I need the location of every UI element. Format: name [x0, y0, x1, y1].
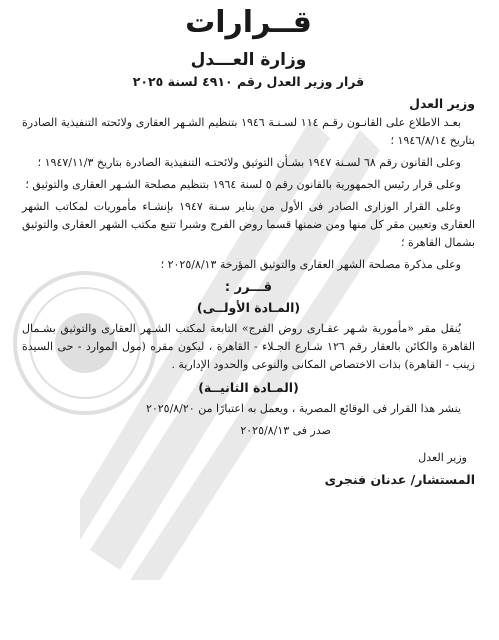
issue-date: صدر فى ٢٠٢٥/٨/١٣ — [240, 424, 331, 437]
signature-name: المستشار/ عدنان فنجرى — [324, 472, 475, 487]
article-1-title: (المـادة الأولــى) — [196, 300, 301, 315]
preamble-paragraph: بعـد الاطلاع على القانـون رقـم ١١٤ لسـنـة ١٩٤٦ بتنظيم الشـهر العقارى ولائحته التنفيذية الصادرة بتاريخ ١٩٤٦/٨/١٤ ؛ — [22, 116, 475, 147]
article-2-text: ينشر هذا القرار فى الوقائع المصرية ، ويعمل به اعتبارًا من ٢٠٢٥/٨/٢٠ — [145, 402, 461, 415]
article-1-text: يُنقل مقر «مأمورية شـهر عقـارى روض الفرج» التابعة لمكتب الشـهر العقارى والتوثيق بشـمال القاهرة والكائن بالعقار رقم ١٢٦ شـارع الجـلاء - القاهرة ، ليكون مقره (مول الموارد - حى السيدة زينب - القاهرة) بذات الاختصاص المكانى والنوعى والحدود الإدارية . — [22, 322, 476, 371]
page-title: قــرارات — [185, 5, 312, 40]
signature-title: وزير العدل — [418, 451, 467, 464]
article-2-title: (المـادة الثانيــة) — [198, 380, 299, 395]
preamble-paragraph: وعلى قرار رئيس الجمهورية بالقانون رقم ٥ لسنة ١٩٦٤ بتنظيم مصلحة الشـهر العقارى والتوثيق ؛ — [25, 178, 461, 191]
preamble-paragraph: وعلى القانون رقم ٦٨ لسـنة ١٩٤٧ بشـأن التوثيق ولائحتـه التنفيذية الصادرة بتاريخ ١٩٤٧/١١/٣ ؛ — [37, 156, 461, 169]
minister-heading: وزير العدل — [409, 96, 475, 111]
preamble-paragraph: وعلى مذكرة مصلحة الشهر العقارى والتوثيق المؤرخة ٢٠٢٥/٨/١٣ ؛ — [160, 258, 461, 271]
decided-heading: قـــرر : — [224, 280, 273, 295]
decree-number: قرار وزير العدل رقم ٤٩١٠ لسنة ٢٠٢٥ — [132, 74, 365, 89]
ministry-name: وزارة العـــدل — [190, 50, 307, 70]
preamble-paragraph: وعلى القرار الوزارى الصادر فى الأول من يناير سـنة ١٩٤٧ بإنشـاء مأموريات لمكاتب الشهر العقارى وتعيين مقر كل منها ومن ضمنها قسما روض الفرج وشبرا تتبع مكتب الشهر العقارى والتوثيق بشمال القاهرة ؛ — [22, 200, 475, 249]
